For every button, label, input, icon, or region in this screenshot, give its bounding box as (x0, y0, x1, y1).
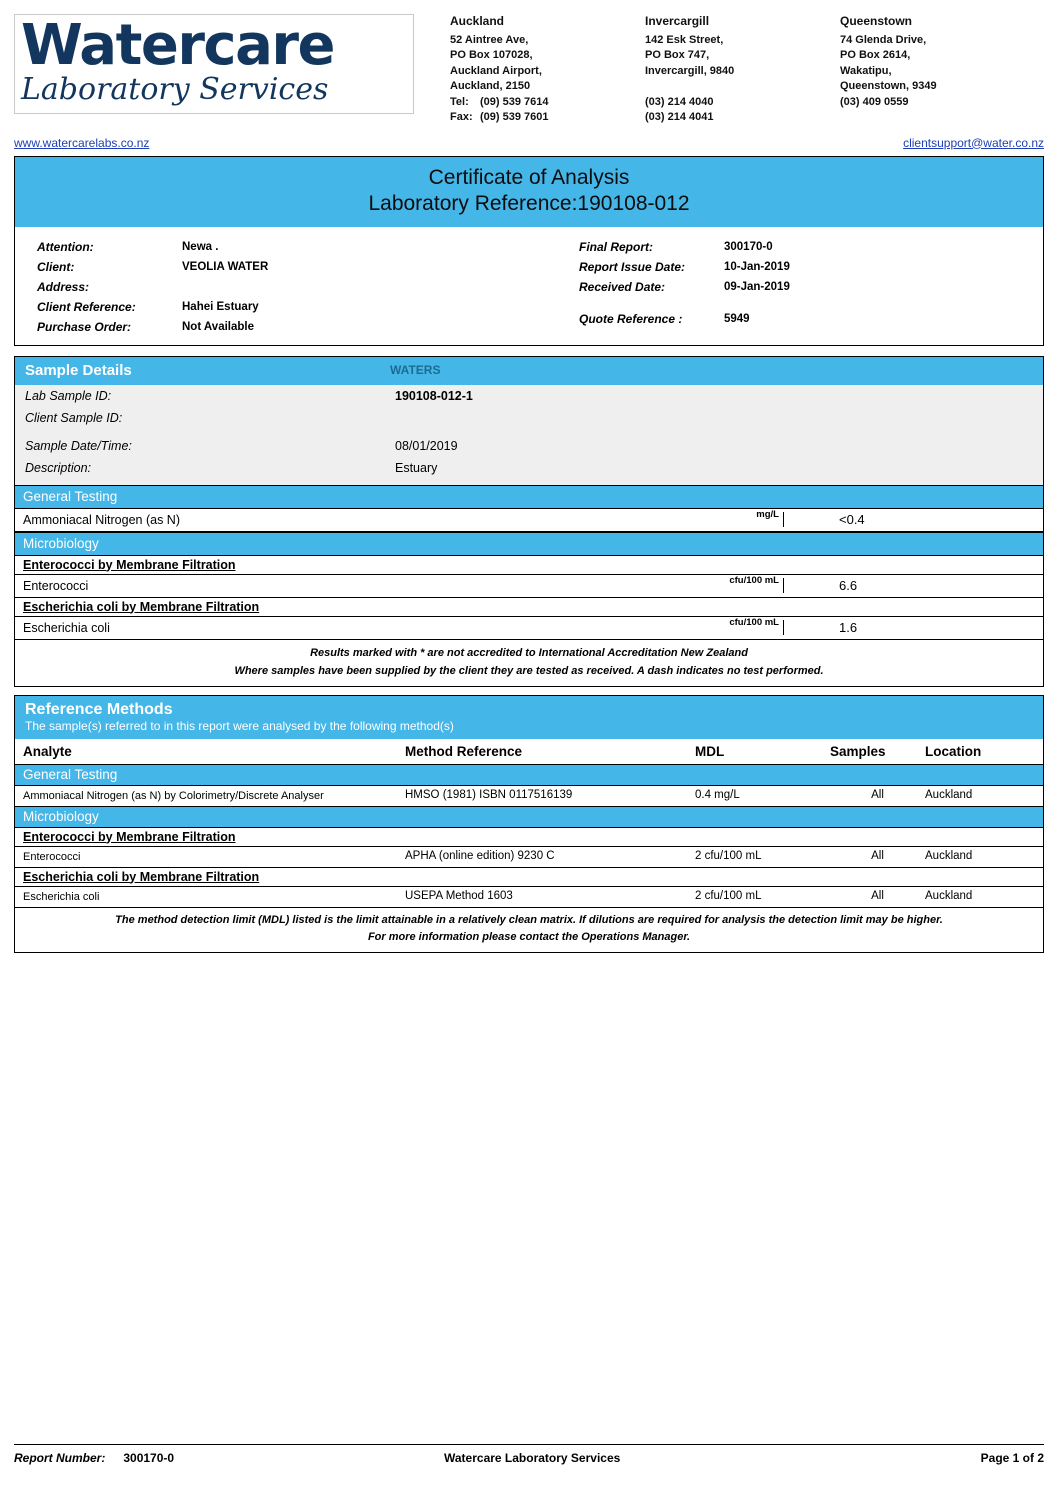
sample-details-rows (15, 385, 1043, 485)
meta-row (579, 277, 1043, 297)
office-auckland (450, 14, 645, 126)
reference-methods-title: Reference Methods (25, 700, 173, 718)
reference-section-microbiology: Microbiology (15, 807, 1043, 828)
reference-method: APHA (online edition) 9230 C (405, 849, 555, 862)
reference-row (15, 847, 1043, 868)
meta-row (37, 237, 529, 257)
reference-mdl: 0.4 mg/L (695, 788, 740, 801)
meta-row (579, 309, 1043, 329)
office-contact-list (414, 14, 1044, 126)
meta-row (37, 317, 529, 337)
meta-label: Address: (37, 279, 90, 294)
fax-value: (09) 539 7601 (480, 111, 549, 123)
sample-detail-value: 08/01/2019 (395, 438, 458, 453)
meta-row (37, 277, 529, 297)
reference-samples: All (871, 849, 884, 862)
tel-value: (03) 214 4040 (645, 95, 714, 108)
certificate-meta-left (15, 237, 529, 337)
result-analyte: Enterococci (23, 578, 89, 593)
sample-matrix-label: WATERS (390, 363, 441, 377)
meta-value: Newa . (182, 240, 219, 253)
reference-methods-subtitle: The sample(s) referred to in this report were analysed by the following method(s) (25, 718, 454, 733)
office-address-line: Queenstown, 9349 (840, 80, 937, 92)
footer-page-number: Page 1 of 2 (980, 1451, 1044, 1465)
result-value: <0.4 (783, 512, 1043, 527)
result-unit: mg/L (756, 508, 779, 520)
reference-location: Auckland (925, 849, 973, 862)
footer-row (14, 1451, 1044, 1465)
sample-detail-label: Sample Date/Time: (25, 438, 132, 453)
office-address-line (645, 79, 840, 95)
meta-row (37, 297, 529, 317)
office-address-line: PO Box 2614, (840, 49, 911, 61)
footer-report-number (14, 1451, 444, 1465)
office-address-line: Invercargill, 9840 (645, 64, 735, 77)
mdl-note: The method detection limit (MDL) listed is the limit attainable in a relatively clean matrix. If dilutions are required for analysis the detection limit may be higher. (115, 913, 943, 926)
logo-tagline: Laboratory Services (21, 72, 329, 107)
meta-row-spacer (579, 297, 1043, 309)
section-header-general-testing: General Testing (15, 485, 1043, 509)
sample-detail-row (15, 385, 1043, 407)
sample-details-title: Sample Details (25, 361, 132, 379)
sample-detail-row (15, 407, 1043, 429)
office-address-line: Auckland Airport, (450, 64, 542, 77)
contact-note: For more information please contact the Operations Manager. (367, 930, 691, 943)
office-name: Auckland (450, 14, 505, 28)
meta-label: Client: (37, 259, 75, 274)
result-row (15, 575, 1043, 598)
result-analyte: Escherichia coli (23, 620, 110, 635)
meta-value: VEOLIA WATER (182, 260, 269, 273)
office-name: Invercargill (645, 14, 710, 28)
certificate-meta-right (529, 237, 1043, 337)
sample-details-box (14, 356, 1044, 687)
meta-value: Hahei Estuary (182, 300, 259, 313)
section-header-microbiology: Microbiology (15, 532, 1043, 556)
office-tel-row (450, 95, 645, 111)
certificate-title: Certificate of Analysis (428, 165, 630, 189)
reference-analyte: Escherichia coli (23, 890, 100, 903)
certificate-reference: Laboratory Reference:190108-012 (368, 191, 690, 215)
tel-value: (03) 409 0559 (840, 95, 909, 108)
footer-report-number-label: Report Number: (14, 1451, 106, 1465)
footer-report-number-value: 300170-0 (123, 1451, 175, 1465)
office-invercargill (645, 14, 840, 126)
sample-detail-row (15, 435, 1043, 457)
office-address-line: Wakatipu, (840, 64, 892, 77)
tel-value: (09) 539 7614 (480, 95, 549, 108)
column-header-location: Location (925, 743, 982, 759)
result-value: 6.6 (783, 578, 1043, 593)
meta-label: Attention: (37, 239, 94, 254)
meta-label: Client Reference: (37, 299, 136, 314)
column-header-method: Method Reference (405, 743, 523, 759)
result-value: 1.6 (783, 620, 1043, 635)
reference-group-title: Enterococci by Membrane Filtration (15, 828, 1043, 847)
reference-mdl: 2 cfu/100 mL (695, 849, 762, 862)
meta-value: Not Available (182, 320, 254, 333)
meta-value: 300170-0 (724, 240, 773, 253)
meta-label: Purchase Order: (37, 319, 132, 334)
tel-label: Tel: (450, 95, 469, 108)
office-address-line: 74 Glenda Drive, (840, 33, 927, 46)
email-link[interactable]: clientsupport@water.co.nz (903, 135, 1044, 150)
sample-note-supplied: Where samples have been supplied by the client they are tested as received. A dash indicates no test performed. (234, 664, 824, 677)
result-row (15, 509, 1043, 532)
sample-note-accreditation: Results marked with * are not accredited to International Accreditation New Zealand (310, 646, 748, 659)
meta-row (579, 257, 1043, 277)
office-address-line: 142 Esk Street, (645, 33, 724, 46)
fax-value: (03) 214 4041 (645, 111, 714, 123)
reference-samples: All (871, 889, 884, 902)
meta-label: Received Date: (579, 279, 666, 294)
meta-row (37, 257, 529, 277)
reference-samples: All (871, 788, 884, 801)
logo-wordmark: Watercare (21, 13, 335, 78)
reference-method: HMSO (1981) ISBN 0117516139 (405, 788, 573, 801)
reference-methods-notes (15, 908, 1043, 952)
reference-analyte: Ammoniacal Nitrogen (as N) by Colorimetry/Discrete Analyser (23, 789, 324, 802)
office-queenstown (840, 14, 1035, 126)
result-group-title: Escherichia coli by Membrane Filtration (15, 598, 1043, 617)
office-tel-row (840, 95, 1035, 111)
office-address-line: PO Box 107028, (450, 49, 533, 61)
reference-group-title: Escherichia coli by Membrane Filtration (15, 868, 1043, 887)
office-tel-row (645, 95, 840, 111)
website-link[interactable]: www.watercarelabs.co.nz (14, 135, 150, 150)
certificate-banner (15, 157, 1043, 227)
office-fax-row (450, 110, 645, 126)
meta-label: Report Issue Date: (579, 259, 686, 274)
reference-methods-column-headers (15, 739, 1043, 765)
result-analyte: Ammoniacal Nitrogen (as N) (23, 512, 180, 527)
sample-detail-label: Description: (25, 460, 91, 475)
reference-analyte: Enterococci (23, 850, 81, 863)
certificate-box (14, 156, 1044, 346)
sample-detail-value: Estuary (395, 460, 438, 475)
office-address-line: Auckland, 2150 (450, 80, 531, 92)
sample-details-band (15, 357, 1043, 385)
page-footer (14, 1444, 1044, 1465)
header-links (14, 136, 1044, 150)
result-unit: cfu/100 mL (729, 574, 779, 586)
sample-detail-label: Client Sample ID: (25, 410, 123, 425)
sample-detail-label: Lab Sample ID: (25, 388, 112, 403)
fax-label: Fax: (450, 111, 473, 123)
reference-method: USEPA Method 1603 (405, 889, 513, 902)
meta-value: 10-Jan-2019 (724, 260, 790, 273)
footer-company: Watercare Laboratory Services (444, 1451, 621, 1465)
page-header (14, 14, 1044, 126)
reference-location: Auckland (925, 889, 973, 902)
meta-value: 5949 (724, 312, 750, 325)
office-address-line: PO Box 747, (645, 49, 710, 61)
sample-detail-value: 190108-012-1 (395, 388, 473, 403)
watercare-logo (14, 14, 414, 114)
sample-notes (15, 640, 1043, 686)
column-header-analyte: Analyte (23, 743, 72, 759)
column-header-mdl: MDL (695, 743, 725, 759)
reference-methods-header (15, 696, 1043, 739)
reference-section-general-testing: General Testing (15, 765, 1043, 786)
sample-detail-row (15, 457, 1043, 479)
result-unit: cfu/100 mL (729, 616, 779, 628)
office-name: Queenstown (840, 14, 913, 28)
meta-label: Quote Reference : (579, 311, 683, 326)
reference-row (15, 786, 1043, 807)
meta-label: Final Report: (579, 239, 653, 254)
office-fax-row (645, 110, 840, 126)
meta-value: 09-Jan-2019 (724, 280, 790, 293)
reference-row (15, 887, 1043, 908)
certificate-meta (15, 227, 1043, 345)
result-group-title: Enterococci by Membrane Filtration (15, 556, 1043, 575)
reference-mdl: 2 cfu/100 mL (695, 889, 762, 902)
reference-location: Auckland (925, 788, 973, 801)
column-header-samples: Samples (830, 743, 886, 759)
office-address-line: 52 Aintree Ave, (450, 33, 529, 46)
meta-row (579, 237, 1043, 257)
reference-methods-box (14, 695, 1044, 953)
footer-divider (14, 1444, 1044, 1445)
result-row (15, 617, 1043, 640)
